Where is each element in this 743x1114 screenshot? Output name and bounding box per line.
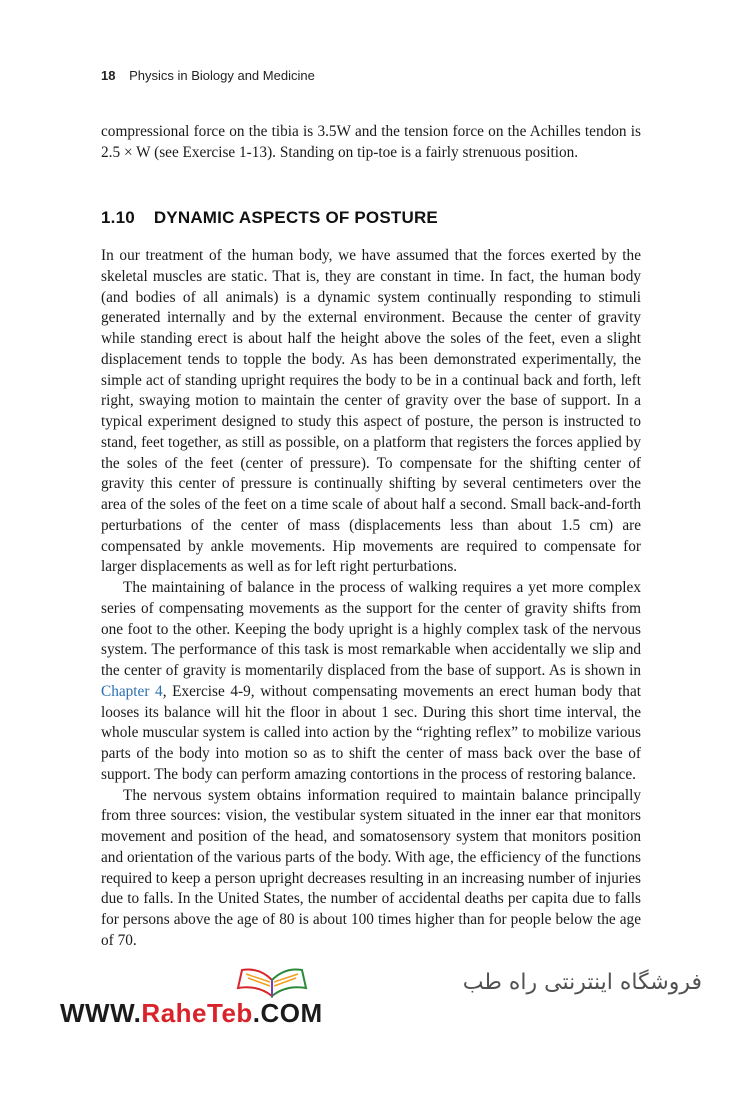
intro-paragraph: compressional force on the tibia is 3.5W and the tension force on the Achilles tendon is 2.5 × W (see Exercise 1-13). Standing on tip-toe is a fairly strenuous position. xyxy=(101,123,641,161)
chapter-4-link[interactable]: Chapter 4 xyxy=(101,682,163,700)
section-number: 1.10 xyxy=(101,208,135,227)
watermark xyxy=(42,962,702,1032)
paragraph-2-text-b: , Exercise 4-9, without compensating movements an erect human body that looses its balance will hit the floor in about 1 sec. During this short time interval, the whole muscular system is called into action by the “righting reflex” to mobilize various parts of the body into motion so as to shift the center of mass back over the base of support. The body can perform amazing contortions in the process of restoring balance. xyxy=(101,682,641,783)
watermark-persian-text: فروشگاه اینترنتی راه طب xyxy=(462,970,702,995)
page-number: 18 xyxy=(101,68,116,83)
paragraph-1: In our treatment of the human body, we have assumed that the forces exerted by the skeletal muscles are static. That is, they are constant in time. In fact, the human body (and bodies of all animals) is a dynamic system continually responding to stimuli generated internally and by the external environment. Because the center of gravity while standing erect is about half the height above the soles of the feet, even a slight displacement tends to topple the body. As has been demonstrated experimentally, the simple act of standing upright requires the body to be in a continual back and forth, left right, swaying motion to maintain the center of gravity over the base of support. In a typical experiment designed to study this aspect of posture, the person is instructed to stand, feet together, as still as possible, on a platform that registers the forces applied by the soles of the feet (center of pressure). To compensate for the shifting center of gravity this center of pressure is continually shifting by several centimeters over the area of the soles of the feet on a time scale of about half a second. Small back-and-forth perturbations of the center of mass (displacements less than about 1.5 cm) are compensated by ankle movements. Hip movements are required to compensate for larger displacements as well as for left right perturbations. xyxy=(101,247,641,576)
section-heading xyxy=(101,208,438,228)
section-title: DYNAMIC ASPECTS OF POSTURE xyxy=(153,208,438,227)
paragraph-2-text-a: The maintaining of balance in the process of walking requires a yet more complex series of compensating movements as the support for the center of gravity shifts from one foot to the other. Keeping the body upright is a highly complex task of the nervous system. The performance of this task is most remarkable when accidentally we slip and the center of gravity is momentarily displaced from the base of support. As is shown in xyxy=(101,579,641,679)
watermark-site: WWW.RaheTeb.COM xyxy=(60,998,323,1028)
paragraph-3: The nervous system obtains information required to maintain balance principally from three sources: vision, the vestibular system situated in the inner ear that monitors movement and position of the head, and somatosensory system that monitors position and orientation of the various parts of the body. With age, the efficiency of the functions required to keep a person upright decreases resulting in an increasing number of injuries due to falls. In the United States, the number of accidental deaths per capita due to falls for persons above the age of 80 is about 100 times higher than for people below the age of 70. xyxy=(101,786,641,949)
paragraph-2 xyxy=(101,578,641,786)
section-body xyxy=(101,246,641,952)
book-title: Physics in Biology and Medicine xyxy=(129,68,315,83)
open-book-logo-icon xyxy=(232,962,312,1002)
running-head xyxy=(101,68,315,83)
